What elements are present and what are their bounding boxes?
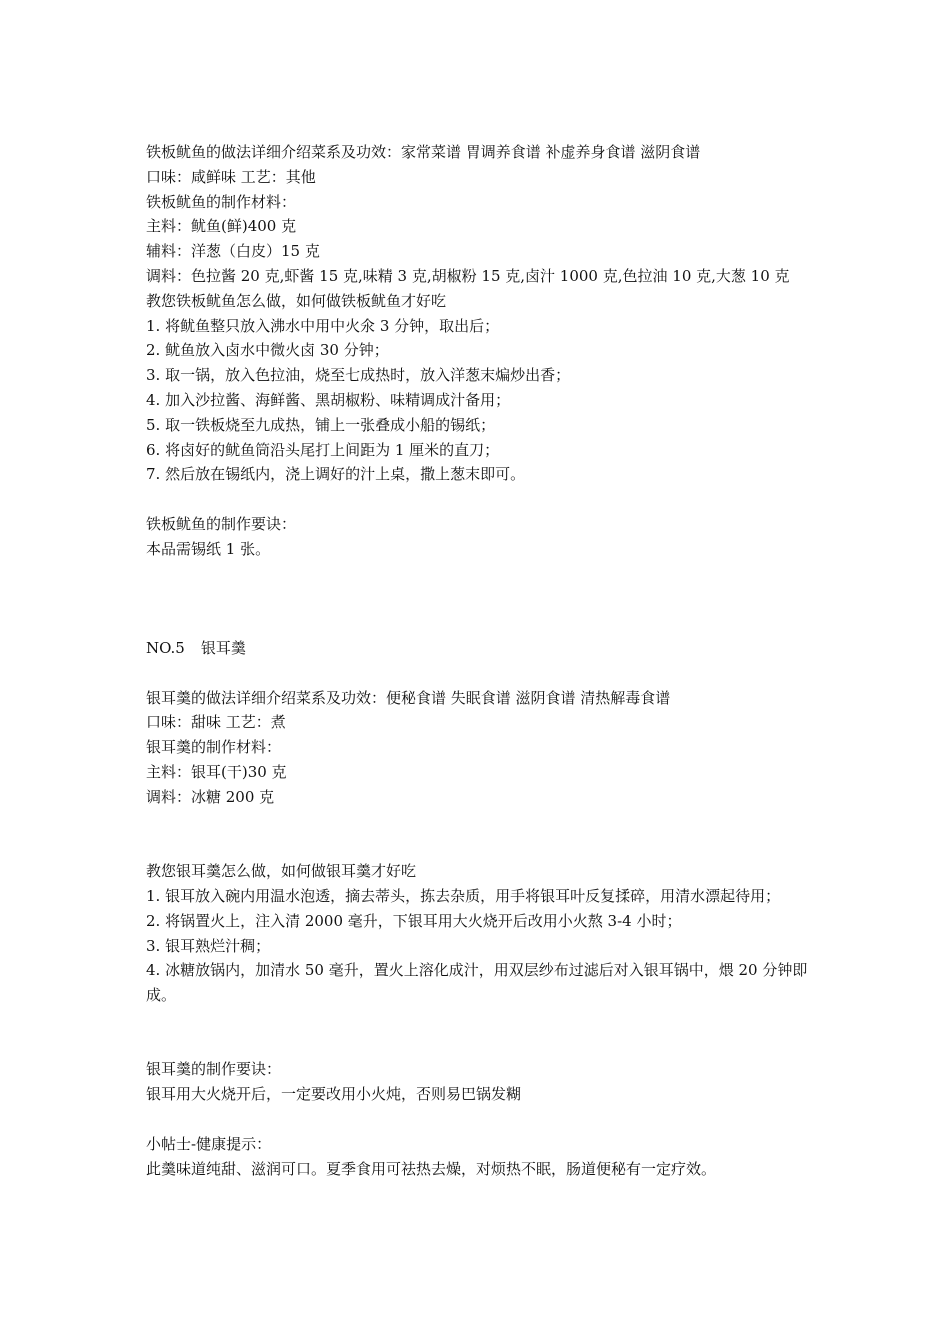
recipe1-step: 4. 加入沙拉酱、海鲜酱、黑胡椒粉、味精调成汁备用； xyxy=(146,390,511,409)
recipe1-materials-title: 铁板鱿鱼的制作材料： xyxy=(146,192,297,211)
recipe2-heading xyxy=(146,636,816,661)
recipe1-aux-ingredient: 辅料：洋葱（白皮）15 克 xyxy=(146,242,320,261)
recipe1-intro: 铁板鱿鱼的做法详细介绍菜系及功效：家常菜谱 胃调养食谱 补虚养身食谱 滋阴食谱 xyxy=(146,143,701,161)
recipe2-health: 此羹味道纯甜、滋润可口。夏季食用可祛热去燥，对烦热不眠，肠道便秘有一定疗效。 xyxy=(146,1159,717,1178)
recipe2-materials-title: 银耳羹的制作材料： xyxy=(146,738,282,757)
recipe2-main-ingredient: 主料：银耳(干)30 克 xyxy=(146,762,287,781)
recipe1-step: 3. 取一锅，放入色拉油，烧至七成热时，放入洋葱末煸炒出香； xyxy=(146,366,571,385)
recipe1-step: 5. 取一铁板烧至九成热，铺上一张叠成小船的锡纸； xyxy=(146,415,496,434)
recipe1-step: 7. 然后放在锡纸内，浇上调好的汁上桌，撒上葱末即可。 xyxy=(146,465,526,484)
recipe2-intro: 银耳羹的做法详细介绍菜系及功效：便秘食谱 失眠食谱 滋阴食谱 清热解毒食谱 xyxy=(146,688,671,707)
recipe1-tips-title: 铁板鱿鱼的制作要诀： xyxy=(146,514,297,533)
recipe2-tips-title: 银耳羹的制作要诀： xyxy=(146,1060,282,1079)
recipe2-name: 银耳羹 xyxy=(200,638,246,657)
recipe2-seasoning: 调料：冰糖 200 克 xyxy=(146,787,275,806)
recipe2-step: 4. 冰糖放锅内，加清水 50 毫升，置火上溶化成汁，用双层纱布过滤后对入银耳锅中，煨 20 分钟即成。 xyxy=(146,961,808,1005)
recipe1-flavor: 口味：咸鲜味 工艺：其他 xyxy=(146,167,316,186)
recipe1-tips: 本品需锡纸 1 张。 xyxy=(146,539,271,558)
recipe1-seasoning: 调料：色拉酱 20 克,虾酱 15 克,味精 3 克,胡椒粉 15 克,卤汁 1000 克,色拉油 10 克,大葱 10 克 xyxy=(146,266,790,285)
document-page xyxy=(146,140,816,1181)
recipe1-step: 2. 鱿鱼放入卤水中微火卤 30 分钟； xyxy=(146,341,389,360)
recipe2-number: NO.5 xyxy=(146,638,185,657)
recipe2-step: 2. 将锅置火上，注入清 2000 毫升，下银耳用大火烧开后改用小火熬 3-4 小时； xyxy=(146,911,682,930)
recipe2-health-title: 小帖士-健康提示： xyxy=(146,1134,272,1153)
recipe2-howto: 教您银耳羹怎么做，如何做银耳羹才好吃 xyxy=(146,862,417,881)
recipe1-howto: 教您铁板鱿鱼怎么做，如何做铁板鱿鱼才好吃 xyxy=(146,291,447,310)
recipe2-flavor: 口味：甜味 工艺：煮 xyxy=(146,713,286,732)
recipe1-step: 1. 将鱿鱼整只放入沸水中用中火氽 3 分钟，取出后； xyxy=(146,316,500,335)
recipe1-step: 6. 将卤好的鱿鱼筒沿头尾打上间距为 1 厘米的直刀； xyxy=(146,440,500,459)
recipe1-main-ingredient: 主料：鱿鱼(鲜)400 克 xyxy=(146,217,297,236)
recipe2-step: 1. 银耳放入碗内用温水泡透，摘去蒂头，拣去杂质，用手将银耳叶反复揉碎，用清水漂起待用； xyxy=(146,886,781,905)
recipe2-tips: 银耳用大火烧开后，一定要改用小火炖，否则易巴锅发糊 xyxy=(146,1085,522,1104)
recipe2-step: 3. 银耳熟烂汁稠； xyxy=(146,936,271,955)
